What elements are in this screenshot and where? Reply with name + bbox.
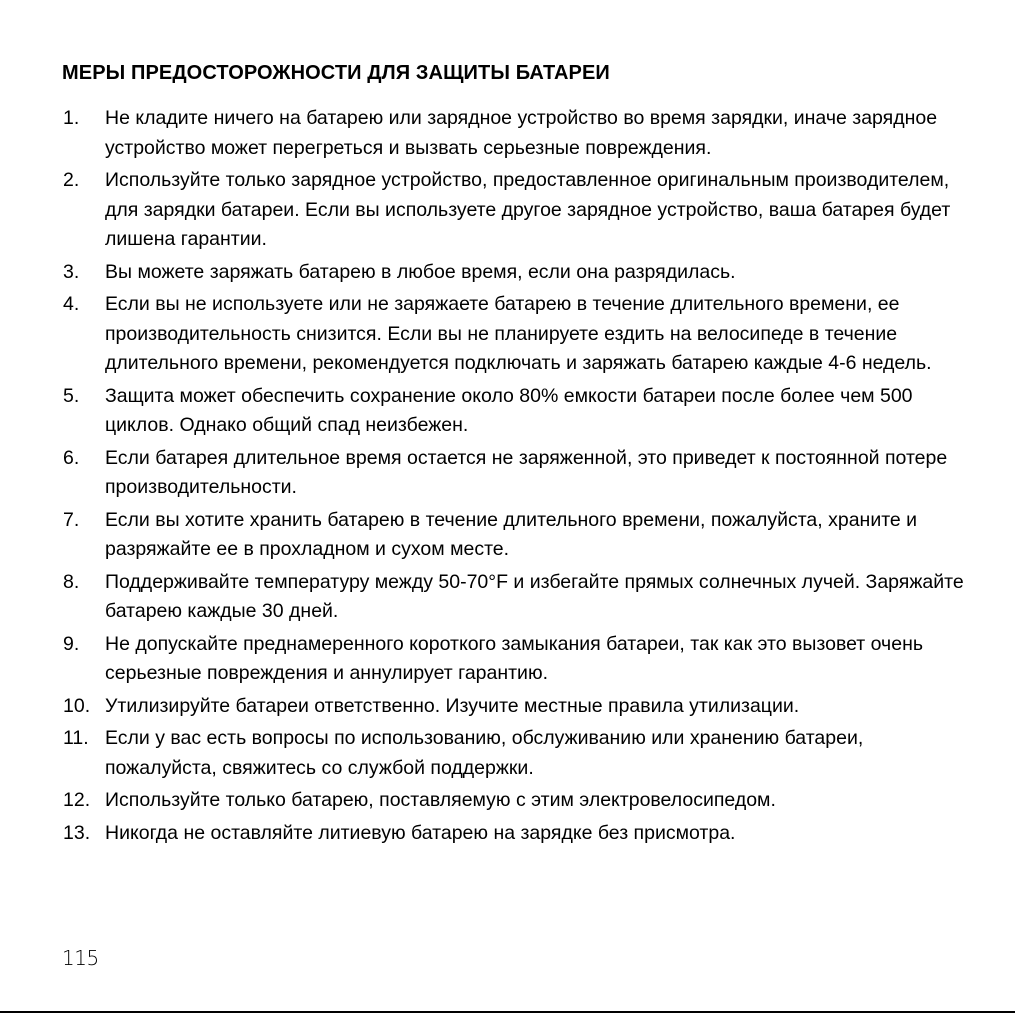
item-number: 7. [63,508,80,531]
bottom-rule [0,1011,1015,1013]
item-number: 10. [63,694,91,717]
item-text: Используйте только батарею, поставляемую с этим электровелосипедом. [105,789,776,811]
item-number: 4. [63,293,80,315]
list-item [0,724,980,783]
item-number: 9. [63,632,80,655]
item-number: 13. [63,821,91,844]
item-text: Если вы хотите хранить батарею в течение длительного времени, пожалуйста, храните и разряжайте ее в прохладном и сухом месте. [105,508,918,560]
list-item [0,290,980,379]
item-text: Если у вас есть вопросы по использованию, обслуживанию или хранению батареи, пожалуйста, свяжитесь со службой поддержки. [105,727,864,779]
item-number: 12. [63,789,91,811]
item-text: Защита может обеспечить сохранение около 80% емкости батареи после более чем 500 циклов. Однако общий спад неизбежен. [105,384,913,436]
item-text: Вы можете заряжать батарею в любое время, если она разрядилась. [105,260,736,283]
list-item [0,258,980,288]
list-item [0,630,980,689]
item-text: Утилизируйте батареи ответственно. Изучите местные правила утилизации. [105,694,800,717]
page-number: 115 [62,946,99,970]
list-item [0,444,980,503]
list-item [0,692,980,722]
list-item [0,506,980,565]
precautions-list [0,104,1015,851]
item-text: Никогда не оставляйте литиевую батарею на зарядке без присмотра. [105,821,736,844]
list-item [0,382,980,441]
list-item [0,568,980,627]
list-item [0,786,980,816]
item-text: Если вы не используете или не заряжаете батарею в течение длительного времени, ее производительность снизится. Если вы не планируете ездить на велосипеде в течение длительного времени, рекомендуется подключать и заряжать батарею каждые 4-6 недель. [105,293,932,374]
item-text: Если батарея длительное время остается не заряженной, это приведет к постоянной потере производительности. [105,446,948,498]
item-text: Не допускайте преднамеренного короткого замыкания батареи, так как это вызовет очень серьезные повреждения и аннулирует гарантию. [105,632,923,684]
item-number: 2. [63,169,80,191]
list-item [0,819,980,849]
item-number: 5. [63,384,80,407]
item-number: 3. [63,260,80,283]
item-number: 1. [63,107,80,129]
item-number: 8. [63,570,80,593]
item-number: 11. [63,727,89,749]
item-number: 6. [63,446,80,469]
list-item [0,166,980,255]
item-text: Поддерживайте температуру между 50-70°F и избегайте прямых солнечных лучей. Заряжайте батарею каждые 30 дней. [105,570,964,622]
item-text: Используйте только зарядное устройство, предоставленное оригинальным производителем, для зарядки батареи. Если вы используете другое зарядное устройство, ваша батарея будет лишена гарантии. [105,169,951,250]
page-title: МЕРЫ ПРЕДОСТОРОЖНОСТИ ДЛЯ ЗАЩИТЫ БАТАРЕИ [62,62,610,84]
item-text: Не кладите ничего на батарею или зарядное устройство во время зарядки, иначе зарядное устройство может перегреться и вызвать серьезные повреждения. [105,107,938,159]
list-item [0,104,980,163]
